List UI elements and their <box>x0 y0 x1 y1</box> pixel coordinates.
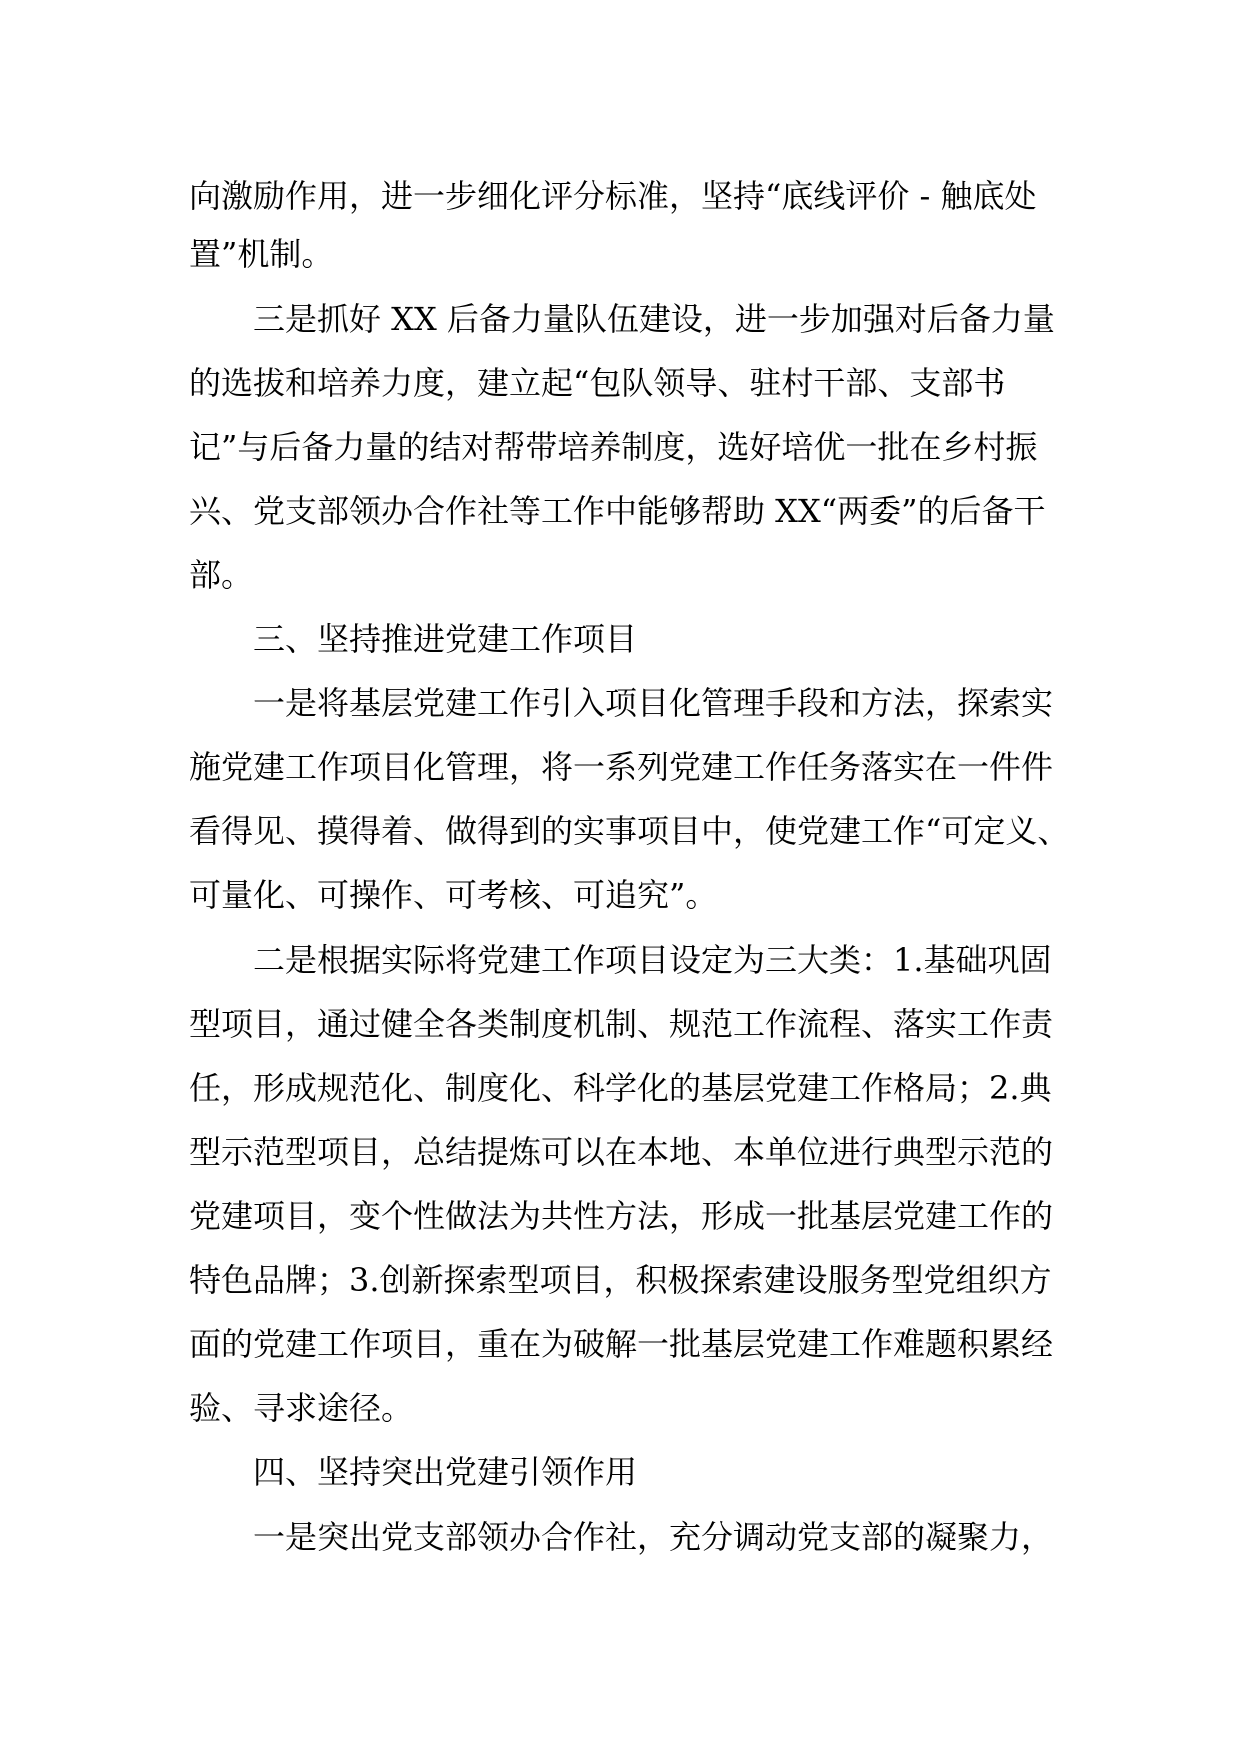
text-line: 验、寻求途径。 <box>189 1389 414 1427</box>
paragraph-start: 一是突出党支部领办合作社，充分调动党支部的凝聚力， <box>253 1518 1054 1556</box>
section-heading: 三、坚持推进党建工作项目 <box>253 620 638 658</box>
text-line: 部。 <box>189 556 254 594</box>
section-heading: 四、坚持突出党建引领作用 <box>253 1453 638 1491</box>
text-line: 可量化、可操作、可考核、可追究”。 <box>189 876 718 914</box>
text-line: 型项目，通过健全各类制度机制、规范工作流程、落实工作责 <box>189 1005 1054 1043</box>
text-line: 兴、党支部领办合作社等工作中能够帮助 XX“两委”的后备干 <box>189 492 1046 530</box>
text-line: 置”机制。 <box>189 235 334 273</box>
paragraph-start: 三是抓好 XX 后备力量队伍建设，进一步加强对后备力量 <box>253 300 1055 338</box>
text-line: 记”与后备力量的结对帮带培养制度，选好培优一批在乡村振 <box>189 428 1038 466</box>
text-line: 向激励作用，进一步细化评分标准，坚持“底线评价 - 触底处 <box>189 177 1037 215</box>
text-line: 施党建工作项目化管理，将一系列党建工作任务落实在一件件 <box>189 748 1054 786</box>
paragraph-start: 二是根据实际将党建工作项目设定为三大类：1.基础巩固 <box>253 941 1052 979</box>
text-line: 特色品牌；3.创新探索型项目，积极探索建设服务型党组织方 <box>189 1261 1052 1299</box>
text-line: 的选拔和培养力度，建立起“包队领导、驻村干部、支部书 <box>189 364 1006 402</box>
text-line: 党建项目，变个性做法为共性方法，形成一批基层党建工作的 <box>189 1197 1054 1235</box>
text-line: 任，形成规范化、制度化、科学化的基层党建工作格局；2.典 <box>189 1069 1052 1107</box>
text-line: 面的党建工作项目，重在为破解一批基层党建工作难题积累经 <box>189 1325 1054 1363</box>
text-line: 型示范型项目，总结提炼可以在本地、本单位进行典型示范的 <box>189 1133 1054 1171</box>
paragraph-start: 一是将基层党建工作引入项目化管理手段和方法，探索实 <box>253 684 1054 722</box>
text-line: 看得见、摸得着、做得到的实事项目中，使党建工作“可定义、 <box>189 812 1070 850</box>
